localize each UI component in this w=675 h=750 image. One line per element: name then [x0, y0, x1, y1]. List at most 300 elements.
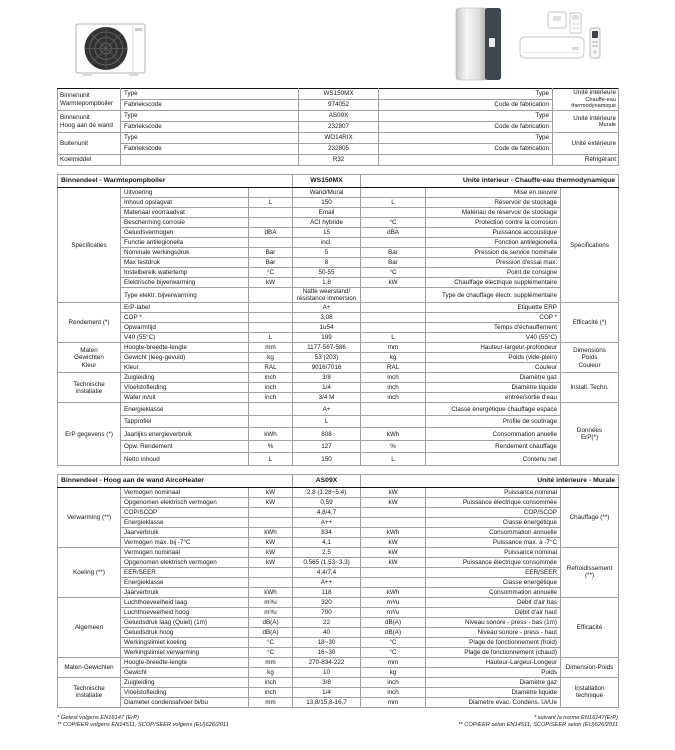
spec-group-label-fr: Refroidissement (**): [561, 547, 619, 597]
spec-group-label-nl: Maten-Gewichten: [58, 657, 121, 677]
spec-label-nl: Uitvoering: [121, 188, 249, 198]
spec-label-nl: Luchthoeveelheid hoog: [121, 607, 249, 617]
spec-label-nl: EER/SEER: [121, 567, 249, 577]
unit-field-label-fr: Code de fabrication: [379, 100, 553, 111]
spec-group-label-fr: Dimensions Poids Couleur: [561, 343, 619, 373]
spec-label-fr: entrée/sortie d'eau: [426, 393, 561, 403]
spec-label-nl: Vloeistofleiding: [121, 383, 249, 393]
spec-unit-fr: Bar: [361, 258, 426, 268]
spec-row: [58, 597, 619, 607]
spec-value: 5: [293, 248, 361, 258]
spec-row: [58, 228, 619, 238]
spec-group-label-nl: Technische installatie: [58, 373, 121, 403]
spec-label-fr: Pression de service nominale: [426, 248, 561, 258]
unit-group-label-fr: Unité intérieure Chauffe-eau thermodynamique: [553, 89, 619, 111]
spec-label-fr: EER/SEER: [426, 567, 561, 577]
spec-value: 4,1: [293, 537, 361, 547]
remote-control-2-image: [590, 28, 600, 58]
spec-label-nl: Bescherming corrosie: [121, 218, 249, 228]
spec-unit-fr: [361, 415, 426, 428]
spec-group-label-nl: Technische installatie: [58, 677, 121, 707]
spec-unit-nl: [249, 238, 293, 248]
footnotes-nl: [57, 715, 229, 730]
unit-field-label-nl: Fabriekscode: [121, 100, 299, 111]
spec-value: 53 (203): [293, 353, 361, 363]
spec-label-nl: Geluidsdruk hoog: [121, 627, 249, 637]
spec-value: 834: [293, 527, 361, 537]
spec-row: [58, 343, 619, 353]
spec-value: 22: [293, 617, 361, 627]
spec-row: [58, 607, 619, 617]
spec-label-nl: Nominale werkingsdruk: [121, 248, 249, 258]
spec-value: 199: [293, 333, 361, 343]
unit-field-label-fr: Type: [379, 133, 553, 144]
spec-unit-nl: [249, 517, 293, 527]
spec-row: [58, 497, 619, 507]
spec-row: [58, 415, 619, 428]
spec-label-fr: Diamètre liquide: [426, 383, 561, 393]
spec-label-nl: Gewicht: [121, 667, 249, 677]
spec-unit-nl: inch: [249, 677, 293, 687]
spec-label-fr: Plage de fonctionnement (froid): [426, 637, 561, 647]
spec-row: [58, 517, 619, 527]
footnote-fr-1: * suivant la norme EN16147(ErP): [533, 714, 618, 721]
unit-group-label-nl: Binnenunit Hoog aan de wand: [58, 111, 121, 133]
spec-unit-nl: kW: [249, 278, 293, 288]
spec-unit-nl: mm: [249, 697, 293, 707]
airco-spec-table: [57, 474, 619, 708]
spec-group-label-nl: Verwarming (**): [58, 487, 121, 547]
spec-value: 2.8 (1.28~5.4): [293, 487, 361, 497]
spec-unit-fr: inch: [361, 677, 426, 687]
spec-unit-fr: kW: [361, 537, 426, 547]
spec-unit-fr: kW: [361, 547, 426, 557]
spec-unit-nl: dBA: [249, 228, 293, 238]
spec-label-nl: Vermogen nominaal: [121, 547, 249, 557]
spec-label-fr: Mise en oeuvre: [426, 188, 561, 198]
spec-label-nl: V40 (55°C): [121, 333, 249, 343]
spec-group-label-fr: Données ErP(*): [561, 403, 619, 466]
spec-row: [58, 677, 619, 687]
spec-unit-fr: [361, 288, 426, 303]
spec-group-label-fr: Chauffage (**): [561, 487, 619, 547]
spec-label-nl: Jaarverbruik: [121, 527, 249, 537]
spec-unit-nl: °C: [249, 268, 293, 278]
spec-label-nl: Inhoud opslagvat: [121, 198, 249, 208]
spec-unit-fr: inch: [361, 383, 426, 393]
spec-unit-nl: dB(A): [249, 617, 293, 627]
spec-group-label-nl: Specificaties: [58, 188, 121, 303]
remote-control-image: [570, 13, 581, 33]
spec-label-fr: Diamètre liquide: [426, 687, 561, 697]
spec-row: [58, 238, 619, 248]
unit-group-label-nl: Buitenunit: [58, 133, 121, 155]
spec-label-nl: Geluidsdruk laag (Quiet) (1m): [121, 617, 249, 627]
unit-field-label-nl: Fabriekscode: [121, 144, 299, 155]
spec-unit-nl: kg: [249, 353, 293, 363]
spec-row: [58, 288, 619, 303]
unit-field-value: WS150MX: [299, 89, 379, 100]
spec-unit-nl: Bar: [249, 258, 293, 268]
spec-value: L: [293, 415, 361, 428]
spec-value: 150: [293, 198, 361, 208]
spec-row: [58, 218, 619, 228]
spec-row: [58, 647, 619, 657]
spec-label-fr: Chauffage électrique supplémentaire: [426, 278, 561, 288]
spec-unit-fr: mm: [361, 697, 426, 707]
unit-field-label-nl: Type: [121, 111, 299, 122]
spec-unit-nl: [249, 323, 293, 333]
spec-row: [58, 383, 619, 393]
spec-label-fr: Puissance max. à -7°C: [426, 537, 561, 547]
airco-table-model: AS09X: [293, 474, 361, 487]
spec-row: [58, 567, 619, 577]
spec-unit-nl: L: [249, 198, 293, 208]
spec-unit-nl: [249, 577, 293, 587]
footnotes: [57, 715, 618, 730]
spec-unit-fr: kW: [361, 487, 426, 497]
spec-row: [58, 403, 619, 416]
spec-row: [58, 577, 619, 587]
spec-unit-fr: inch: [361, 687, 426, 697]
spec-label-fr: Diamètre gaz: [426, 373, 561, 383]
spec-row: [58, 353, 619, 363]
spec-row: [58, 453, 619, 466]
spec-value: 8: [293, 258, 361, 268]
spec-unit-nl: [249, 507, 293, 517]
spec-label-nl: Max testdruk: [121, 258, 249, 268]
spec-label-fr: Temps d'échauffement: [426, 323, 561, 333]
spec-row: [58, 268, 619, 278]
spec-label-fr: Protection contre la corrosion: [426, 218, 561, 228]
spec-unit-fr: inch: [361, 373, 426, 383]
spec-row: [58, 537, 619, 547]
spec-label-fr: Point de consigne: [426, 268, 561, 278]
unit-field-value: 232807: [299, 122, 379, 133]
spec-label-fr: Rendement chauffage: [426, 440, 561, 453]
spec-unit-fr: [361, 313, 426, 323]
spec-label-fr: COP/SCOP: [426, 507, 561, 517]
spec-unit-fr: [361, 517, 426, 527]
spec-label-nl: Vloeistofleiding: [121, 687, 249, 697]
outdoor-unit-image: [76, 24, 145, 76]
spec-value: ACI hybride: [293, 218, 361, 228]
spec-row: [58, 373, 619, 383]
spec-unit-fr: m³/u: [361, 607, 426, 617]
airco-table-title-fr: Unité intérieure - Murale: [361, 474, 619, 487]
spec-value: 4,8/4,7: [293, 507, 361, 517]
spec-group-label-fr: Install. Techn.: [561, 373, 619, 403]
spec-label-nl: Elektrische bijverwarming: [121, 278, 249, 288]
unit-field-label-nl: Type: [121, 133, 299, 144]
spec-row: [58, 557, 619, 567]
spec-row: [58, 393, 619, 403]
spec-value: 1/4: [293, 383, 361, 393]
spec-value: incl.: [293, 238, 361, 248]
spec-value: Email: [293, 208, 361, 218]
spec-value: 50-55: [293, 268, 361, 278]
spec-unit-nl: [249, 303, 293, 313]
spec-label-fr: Consommation annuelle: [426, 527, 561, 537]
spec-row: [58, 440, 619, 453]
spec-unit-fr: °C: [361, 268, 426, 278]
spec-label-nl: Gewicht (leeg-gevuld): [121, 353, 249, 363]
spec-label-fr: Puissance nominal: [426, 547, 561, 557]
unit-field-label-fr: [379, 155, 553, 166]
spec-unit-nl: °C: [249, 637, 293, 647]
unit-field-value: 974052: [299, 100, 379, 111]
spec-label-fr: Pression d'essai max.: [426, 258, 561, 268]
boiler-spec-body: [58, 188, 619, 466]
spec-label-nl: Energieklasse: [121, 403, 249, 416]
spec-unit-fr: °C: [361, 218, 426, 228]
spec-group-label-fr: Spécifications: [561, 188, 619, 303]
spec-value: 3/4 M: [293, 393, 361, 403]
spec-label-nl: ErP-label: [121, 303, 249, 313]
spec-value: A+: [293, 403, 361, 416]
spec-unit-nl: [249, 218, 293, 228]
spec-label-nl: Instelbereik watertemp: [121, 268, 249, 278]
spec-label-nl: Type elektr. bijverwarming: [121, 288, 249, 303]
spec-row: [58, 333, 619, 343]
unit-field-value: AS09X: [299, 111, 379, 122]
unit-row: [58, 144, 619, 155]
spec-label-fr: Matériau de réservoir de stockage: [426, 208, 561, 218]
spec-value: 1177-567-586: [293, 343, 361, 353]
boiler-table-model: WS150MX: [293, 175, 361, 188]
spec-unit-nl: m³/u: [249, 607, 293, 617]
spec-label-fr: Fonction antilegionella: [426, 238, 561, 248]
spec-label-nl: COP/SCOP: [121, 507, 249, 517]
spec-row: [58, 697, 619, 707]
spec-row: [58, 657, 619, 667]
footnote-nl-2: ** COP/EER volgens EN14511, SCOP/SEER volgens (EU)626/2011: [57, 722, 229, 729]
spec-unit-nl: kWh: [249, 587, 293, 597]
spec-unit-fr: kg: [361, 667, 426, 677]
spec-label-nl: Water in/uit: [121, 393, 249, 403]
spec-value: 150: [293, 453, 361, 466]
spec-label-fr: Plage de fonctionnement (chaud): [426, 647, 561, 657]
spec-value: 13,8/15,8-16,7: [293, 697, 361, 707]
spec-value: 1/4: [293, 687, 361, 697]
spec-label-fr: COP *: [426, 313, 561, 323]
thermostat-image: [548, 12, 566, 28]
wall-unit-image: [520, 37, 584, 58]
spec-label-fr: Puissance électrique consommée: [426, 497, 561, 507]
spec-unit-fr: dB(A): [361, 617, 426, 627]
spec-label-nl: Kleur: [121, 363, 249, 373]
spec-label-fr: Classe énergétique: [426, 577, 561, 587]
spec-unit-fr: kWh: [361, 428, 426, 441]
spec-row: [58, 428, 619, 441]
spec-value: 118: [293, 587, 361, 597]
spec-label-nl: Energieklasse: [121, 577, 249, 587]
spec-label-fr: Puissance nominal: [426, 487, 561, 497]
spec-content: [57, 88, 618, 730]
spec-unit-nl: kW: [249, 487, 293, 497]
spec-label-fr: Hauteur-largeur-profondeur: [426, 343, 561, 353]
unit-overview-body: [58, 89, 619, 166]
unit-field-label-fr: Code de fabrication: [379, 144, 553, 155]
spec-label-nl: Zuigleiding: [121, 373, 249, 383]
spec-unit-fr: [361, 567, 426, 577]
spec-label-fr: Poids: [426, 667, 561, 677]
boiler-table-header: [58, 175, 619, 188]
spec-value: 4,4/7,4: [293, 567, 361, 577]
spec-unit-fr: °C: [361, 647, 426, 657]
footnotes-fr: [458, 715, 618, 730]
spec-label-nl: Functie antilegionella: [121, 238, 249, 248]
spec-unit-nl: kW: [249, 537, 293, 547]
spec-label-nl: Opgenomen elektrisch vermogen: [121, 557, 249, 567]
water-tank-image: [456, 8, 501, 80]
unit-row: [58, 100, 619, 111]
spec-label-fr: Puissance accoustique: [426, 228, 561, 238]
airco-table-title-nl: Binnendeel - Hoog aan de wand AircoHeater: [58, 474, 293, 487]
unit-field-label-nl: Fabriekscode: [121, 122, 299, 133]
spec-value: 0,59: [293, 497, 361, 507]
spec-label-nl: Vermogen nominaal: [121, 487, 249, 497]
spec-value: 10: [293, 667, 361, 677]
spec-label-nl: Materiaal voorraadvat: [121, 208, 249, 218]
spec-label-nl: COP *: [121, 313, 249, 323]
spec-value: A+: [293, 303, 361, 313]
unit-field-value: WO14RIX: [299, 133, 379, 144]
spec-row: [58, 627, 619, 637]
spec-row: [58, 248, 619, 258]
spec-group-label-nl: Rendement (*): [58, 303, 121, 343]
spec-unit-fr: [361, 188, 426, 198]
spec-label-nl: Energieklasse: [121, 517, 249, 527]
spec-unit-fr: [361, 577, 426, 587]
spec-unit-nl: L: [249, 333, 293, 343]
unit-row: [58, 133, 619, 144]
spec-group-label-fr: Dimension-Poids: [561, 657, 619, 677]
spec-unit-fr: kWh: [361, 527, 426, 537]
spec-label-nl: Tapprofiel: [121, 415, 249, 428]
spec-label-fr: Niveau sonore - press - bas (1m): [426, 617, 561, 627]
unit-field-value: R32: [299, 155, 379, 166]
spec-unit-fr: RAL: [361, 363, 426, 373]
airco-spec-body: [58, 487, 619, 707]
spec-label-fr: Réservoir de stockage: [426, 198, 561, 208]
spec-group-label-fr: Installation technique: [561, 677, 619, 707]
spec-unit-nl: m³/u: [249, 597, 293, 607]
spec-value: 270-834-222: [293, 657, 361, 667]
unit-group-label-fr: Unité extérieure: [553, 133, 619, 155]
unit-row: [58, 111, 619, 122]
spec-unit-nl: [249, 415, 293, 428]
unit-field-label-nl: Type: [121, 89, 299, 100]
spec-label-nl: Netto inhoud: [121, 453, 249, 466]
spec-value: 127: [293, 440, 361, 453]
spec-value: 3/8: [293, 677, 361, 687]
spec-group-label-nl: Maten Gewichten Kleur: [58, 343, 121, 373]
spec-unit-nl: inch: [249, 373, 293, 383]
spec-value: 40: [293, 627, 361, 637]
spec-unit-nl: kWh: [249, 527, 293, 537]
spec-row: [58, 303, 619, 313]
unit-row: [58, 89, 619, 100]
product-images-canvas: [0, 0, 675, 88]
spec-label-fr: Consommation anuelle: [426, 428, 561, 441]
spec-label-fr: Classe énergétique chauffage espace: [426, 403, 561, 416]
spec-group-label-fr: Efficacité: [561, 597, 619, 657]
spec-label-fr: Etiquette ERP: [426, 303, 561, 313]
spec-label-nl: Opgenomen elektrisch vermogen: [121, 497, 249, 507]
spec-row: [58, 208, 619, 218]
spec-row: [58, 507, 619, 517]
spec-value: 3,08: [293, 313, 361, 323]
spec-label-nl: Luchthoeveelheid laag: [121, 597, 249, 607]
spec-group-label-nl: Koeling (**): [58, 547, 121, 597]
spec-unit-nl: [249, 403, 293, 416]
spec-unit-nl: [249, 288, 293, 303]
spec-unit-fr: %: [361, 440, 426, 453]
spec-unit-nl: inch: [249, 383, 293, 393]
spec-label-nl: Werkingslimiet koeling: [121, 637, 249, 647]
spec-label-fr: Diametre evac. Condens. Ui/Ue: [426, 697, 561, 707]
footnote-nl-1: * Getest volgens EN16147 (ErP): [57, 714, 139, 721]
spec-group-label-nl: Algemeen: [58, 597, 121, 657]
spec-row: [58, 637, 619, 647]
spec-unit-fr: dB(A): [361, 627, 426, 637]
spec-unit-fr: mm: [361, 657, 426, 667]
spec-label-fr: Consommation annuelle: [426, 587, 561, 597]
spec-unit-nl: mm: [249, 657, 293, 667]
spec-unit-fr: [361, 303, 426, 313]
spec-unit-nl: mm: [249, 343, 293, 353]
spec-label-nl: Jaarlijks energieverbruik: [121, 428, 249, 441]
product-images: [0, 0, 675, 88]
spec-row: [58, 188, 619, 198]
spec-unit-nl: dB(A): [249, 627, 293, 637]
spec-value: 9016/7016: [293, 363, 361, 373]
spec-value: 0.565 (1.53~3.3): [293, 557, 361, 567]
spec-row: [58, 323, 619, 333]
spec-value: A++: [293, 517, 361, 527]
spec-unit-fr: Bar: [361, 248, 426, 258]
spec-label-fr: Débit d'air bas: [426, 597, 561, 607]
spec-unit-nl: [249, 188, 293, 198]
spec-unit-fr: kg: [361, 353, 426, 363]
boiler-spec-table: [57, 174, 619, 466]
unit-field-label-fr: Type: [379, 89, 553, 100]
spec-unit-nl: °C: [249, 647, 293, 657]
spec-row: [58, 198, 619, 208]
spec-label-fr: V40 (55°C): [426, 333, 561, 343]
spec-value: 2,5: [293, 547, 361, 557]
spec-row: [58, 617, 619, 627]
spec-label-fr: Type de chauffage électr. supplémentaire: [426, 288, 561, 303]
spec-value: Wand/Mural: [293, 188, 361, 198]
spec-value: 16~30: [293, 647, 361, 657]
unit-group-label-nl: Koelmiddel: [58, 155, 121, 166]
spec-unit-nl: [249, 208, 293, 218]
unit-group-label-fr: Unité intérieure Murale: [553, 111, 619, 133]
boiler-table-title-nl: Binnendeel - Warmtepompboiler: [58, 175, 293, 188]
spec-unit-nl: kW: [249, 547, 293, 557]
spec-value: A++: [293, 577, 361, 587]
spec-label-fr: Débit d'air haut: [426, 607, 561, 617]
footnote-fr-2: ** COP/EER selon EN14511, SCOP/SEER selon (EU)626/2011: [458, 722, 618, 729]
spec-label-fr: Diamètre gaz: [426, 677, 561, 687]
unit-field-label-nl: [121, 155, 299, 166]
spec-label-nl: Zuigleiding: [121, 677, 249, 687]
spec-label-fr: Profile de soutirage: [426, 415, 561, 428]
spec-unit-nl: %: [249, 440, 293, 453]
spec-group-label-fr: Efficacité (*): [561, 303, 619, 343]
